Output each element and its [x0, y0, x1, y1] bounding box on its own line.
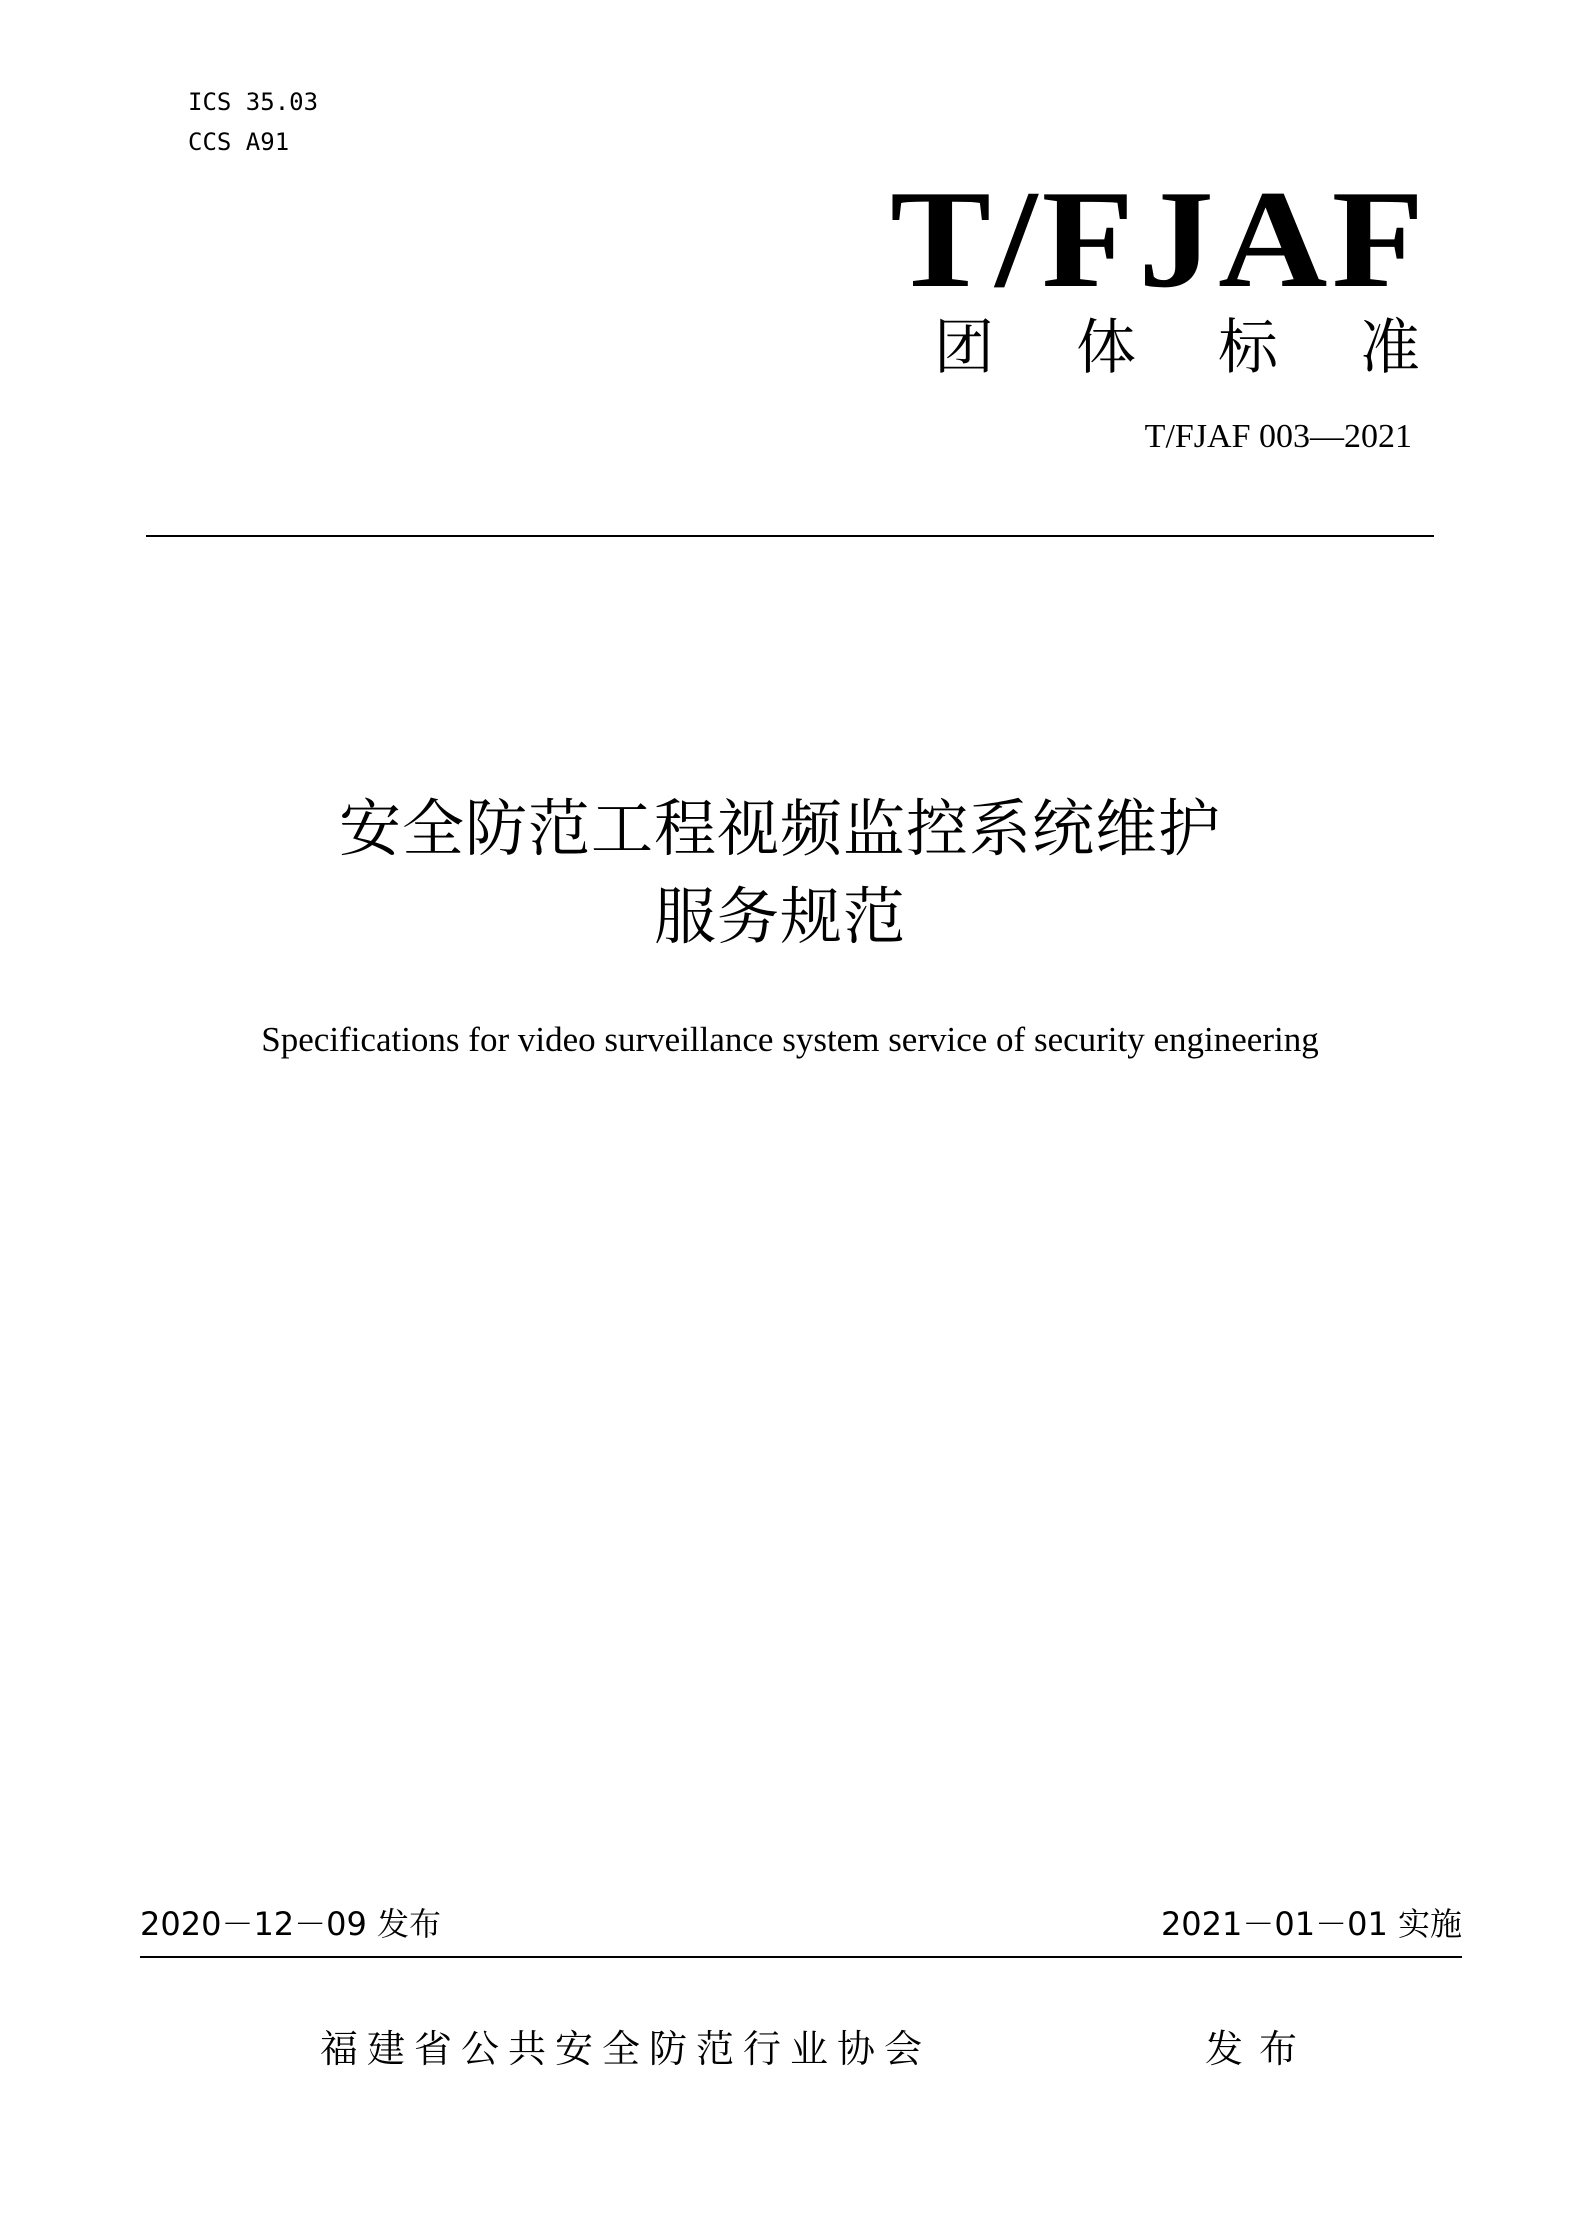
- ccs-code: CCS A91: [188, 128, 290, 156]
- standard-logo: T/FJAF: [889, 162, 1428, 317]
- publisher-suffix: 发布: [1205, 2027, 1314, 2071]
- header-divider: [146, 535, 1434, 537]
- publish-date: 2020－12－09 发布: [140, 1905, 442, 1943]
- implement-date: 2021－01－01 实施: [1160, 1905, 1462, 1943]
- ics-code: ICS 35.03: [188, 88, 319, 116]
- publisher-name: 福建省公共安全防范行业协会: [320, 2027, 932, 2071]
- document-type: 团体标准: [934, 313, 1502, 383]
- standard-number: T/FJAF 003—2021: [1144, 418, 1412, 455]
- title-english: Specifications for video surveillance system service of security engineering: [261, 1020, 1319, 1059]
- title-chinese-line-1: 安全防范工程视频监控系统维护: [338, 792, 1221, 865]
- title-chinese-line-2: 服务规范: [653, 880, 906, 953]
- footer-divider: [140, 1956, 1462, 1958]
